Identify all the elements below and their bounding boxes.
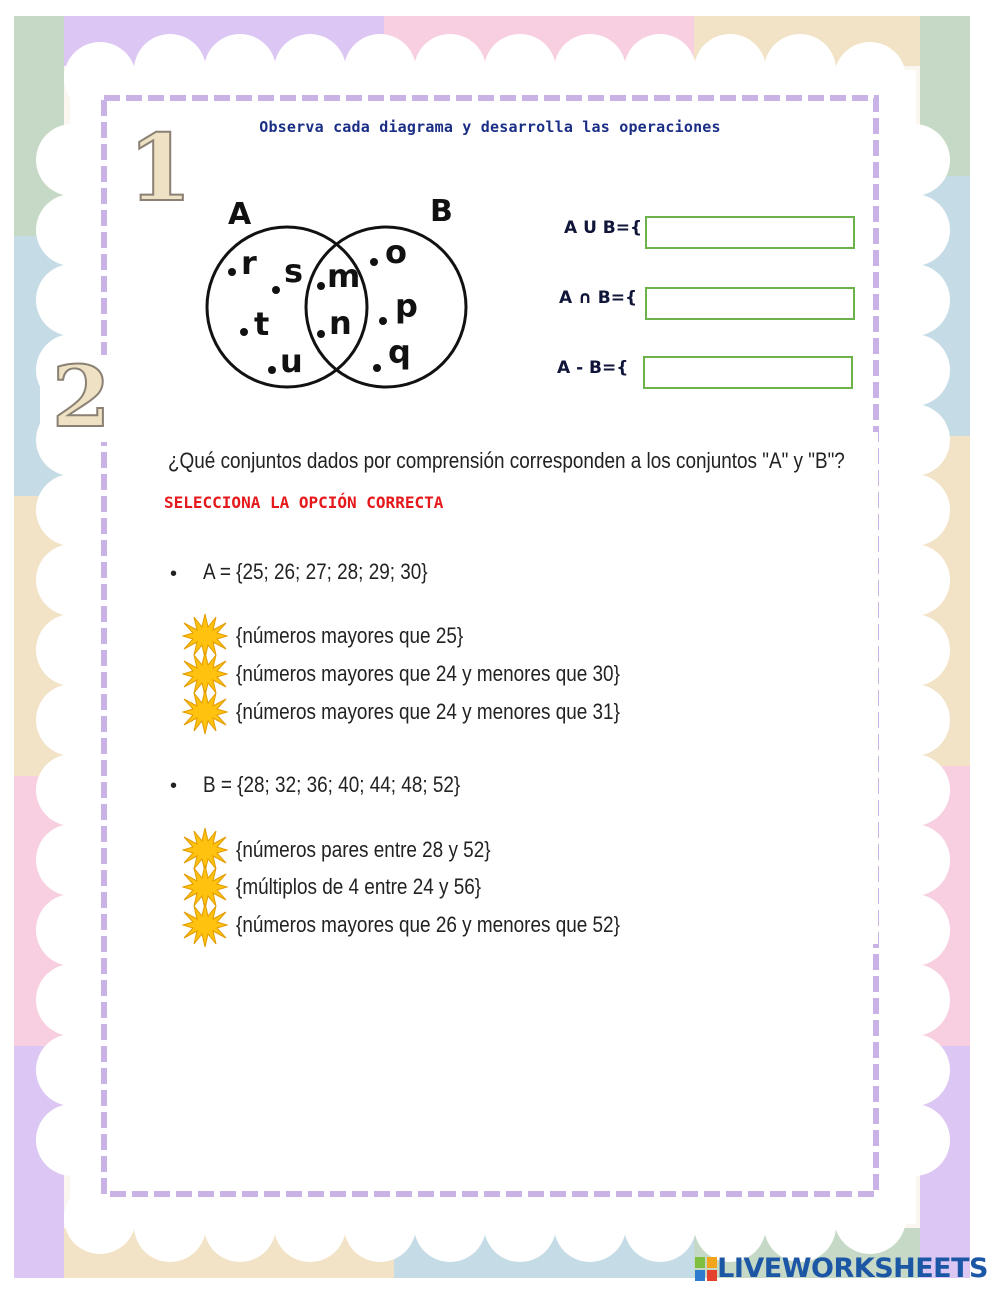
union-label: A U B={ bbox=[564, 218, 643, 238]
set-b-option-3[interactable] bbox=[182, 906, 682, 944]
set-a-option-2[interactable] bbox=[182, 655, 682, 693]
star-burst-icon bbox=[182, 689, 228, 735]
set-a-option-3[interactable] bbox=[182, 693, 682, 731]
set-a-label: A bbox=[228, 197, 252, 232]
element-t: t bbox=[254, 305, 270, 343]
set-a-definition: A = {25; 26; 27; 28; 29; 30} bbox=[203, 559, 428, 584]
option-label: {números mayores que 26 y menores que 52} bbox=[236, 912, 620, 937]
set-b-definition: B = {28; 32; 36; 40; 44; 48; 52} bbox=[203, 772, 461, 797]
element-q: q bbox=[388, 333, 411, 371]
set-a-option-1[interactable] bbox=[182, 617, 500, 655]
element-u: u bbox=[280, 342, 303, 380]
question-text: ¿Qué conjuntos dados por comprensión corresponden a los conjuntos "A" y "B"? bbox=[168, 448, 845, 473]
logo-text: LIVEWORKSHEETS bbox=[717, 1253, 988, 1284]
difference-label: A - B={ bbox=[557, 358, 629, 378]
element-m: m bbox=[327, 257, 361, 295]
set-b-option-1[interactable] bbox=[182, 831, 532, 869]
union-answer-input[interactable] bbox=[645, 216, 855, 249]
element-o: o bbox=[385, 233, 407, 271]
element-p: p bbox=[395, 287, 418, 325]
instruction-title: Observa cada diagrama y desarrolla las operaciones bbox=[259, 118, 721, 136]
set-b-label: B bbox=[430, 194, 453, 229]
element-n: n bbox=[329, 304, 352, 342]
logo-mark-icon bbox=[695, 1257, 717, 1281]
intersection-answer-input[interactable] bbox=[645, 287, 855, 320]
option-label: {números mayores que 24 y menores que 30} bbox=[236, 661, 620, 686]
element-r: r bbox=[241, 244, 257, 282]
option-label: {números pares entre 28 y 52} bbox=[236, 837, 491, 862]
exercise-number-1: 1 bbox=[128, 114, 193, 222]
select-instruction: SELECCIONA LA OPCIÓN CORRECTA bbox=[164, 493, 444, 512]
difference-answer-input[interactable] bbox=[643, 356, 853, 389]
exercise-number-2: 2 bbox=[52, 347, 111, 446]
option-label: {números mayores que 24 y menores que 31} bbox=[236, 699, 620, 724]
element-s: s bbox=[284, 252, 304, 290]
venn-diagram bbox=[190, 190, 490, 410]
option-label: {múltiplos de 4 entre 24 y 56} bbox=[236, 874, 482, 899]
set-b-option-2[interactable] bbox=[182, 868, 521, 906]
option-label: {números mayores que 25} bbox=[236, 623, 464, 648]
bullet-icon: • bbox=[170, 775, 178, 797]
intersection-label: A ∩ B={ bbox=[559, 288, 638, 308]
liveworksheets-logo bbox=[695, 1253, 988, 1284]
bullet-icon: • bbox=[170, 563, 178, 585]
star-burst-icon bbox=[182, 902, 228, 948]
